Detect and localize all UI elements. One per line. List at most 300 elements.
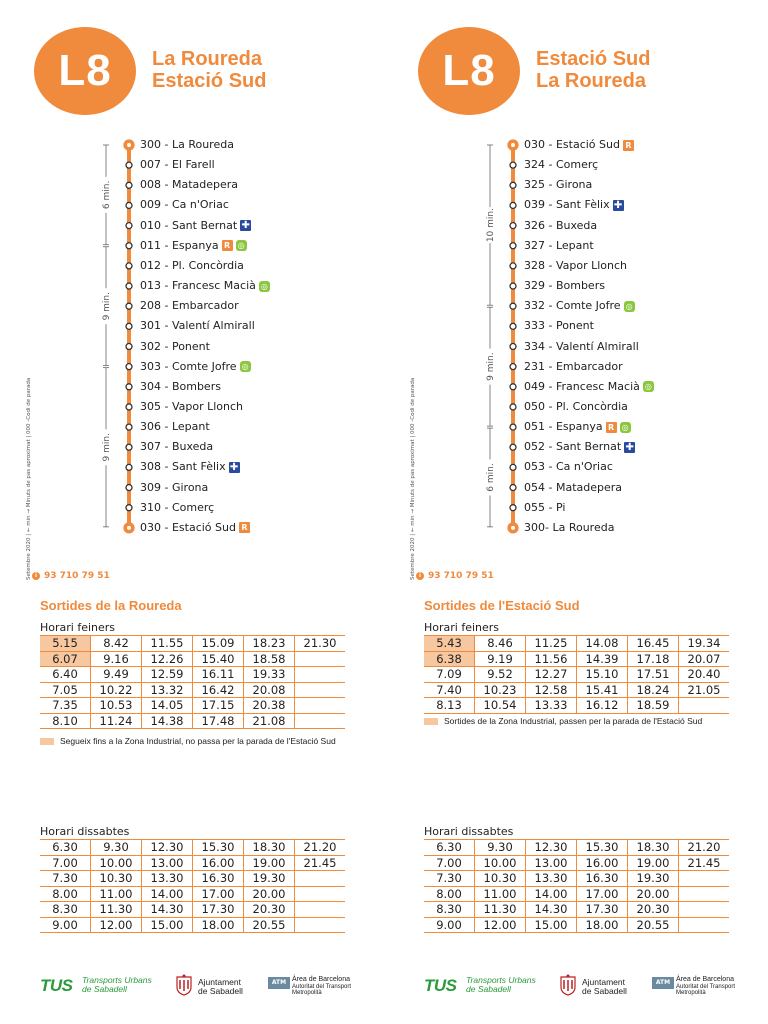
stop-name: 030 - Estació Sud [140, 520, 236, 534]
stop-name: 308 - Sant Fèlix [140, 460, 226, 474]
time-cell: 13.33 [526, 698, 577, 714]
fgc-icon: ◎ [643, 381, 654, 392]
stop-label [140, 360, 251, 374]
time-cell: 14.08 [577, 636, 628, 652]
stop-label [140, 460, 240, 474]
stop-label [524, 178, 592, 192]
time-cell: 5.15 [40, 636, 91, 652]
time-cell: 14.39 [577, 651, 628, 667]
time-cell: 12.30 [142, 840, 193, 856]
table-row [424, 651, 729, 667]
time-cell [679, 871, 730, 887]
time-cell: 8.00 [424, 886, 475, 902]
stop-name: 008 - Matadepera [140, 178, 239, 192]
stop-name: 300 - La Roureda [140, 138, 234, 151]
weekday-timetable [424, 635, 729, 714]
stop-label [524, 360, 623, 374]
stop-dot [126, 303, 132, 309]
saturday-label: Horari dissabtes [40, 825, 130, 838]
time-cell: 17.48 [193, 713, 244, 729]
stop-dot [510, 223, 516, 229]
time-cell: 18.00 [193, 917, 244, 933]
stop-dot [510, 202, 516, 208]
stop-dot [510, 364, 516, 370]
time-cell: 17.00 [577, 886, 628, 902]
time-cell: 10.30 [91, 871, 142, 887]
hosp-icon: ✚ [229, 461, 239, 473]
route-diagram [0, 0, 384, 560]
time-cell [295, 886, 346, 902]
stop-name: 231 - Embarcador [524, 359, 623, 373]
time-cell: 20.07 [679, 651, 730, 667]
route-title-to: Estació Sud [152, 70, 267, 92]
legend-text: Sortides de la Zona Industrial, passen per la parada de l'Estació Sud [444, 716, 703, 726]
stop-dot [510, 464, 516, 470]
fgc-icon: ◎ [620, 422, 631, 433]
time-cell: 19.34 [679, 636, 730, 652]
time-cell: 16.11 [193, 667, 244, 683]
time-cell: 16.12 [577, 698, 628, 714]
stop-label [524, 259, 627, 273]
time-cell: 8.46 [475, 636, 526, 652]
tus-logo-text: Transports Urbans de Sabadell [466, 975, 536, 994]
time-cell: 9.16 [91, 651, 142, 667]
hosp-icon: ✚ [625, 441, 634, 453]
time-cell: 11.56 [526, 651, 577, 667]
time-cell: 11.55 [142, 636, 193, 652]
time-cell: 20.30 [244, 902, 295, 918]
time-cell: 6.07 [40, 651, 91, 667]
stop-label [140, 259, 244, 273]
stop-name: 334 - Valentí Almirall [524, 339, 639, 353]
time-cell: 18.23 [244, 636, 295, 652]
stop-dot [510, 243, 516, 249]
time-cell [679, 917, 730, 933]
info-icon: i [416, 572, 424, 580]
time-cell: 7.35 [40, 698, 91, 714]
time-cell: 9.19 [475, 651, 526, 667]
time-cell: 11.00 [91, 886, 142, 902]
info-icon: i [32, 572, 40, 580]
fgc-icon: ◎ [624, 301, 635, 312]
time-cell: 15.30 [193, 840, 244, 856]
table-row [40, 886, 345, 902]
time-cell: 21.30 [295, 636, 346, 652]
terminal-dot-center [127, 526, 131, 530]
sabadell-crest-icon [559, 974, 577, 996]
time-cell: 14.05 [142, 698, 193, 714]
stop-dot [510, 485, 516, 491]
stop-label [524, 420, 631, 434]
stop-name: 055 - Pi [524, 500, 566, 514]
time-cell: 18.30 [244, 840, 295, 856]
stop-dot [510, 303, 516, 309]
time-cell: 14.38 [142, 713, 193, 729]
ajuntament-text: Ajuntament de Sabadell [198, 977, 243, 996]
fgc-icon: ◎ [240, 361, 251, 372]
renfe-icon: R [606, 422, 617, 433]
time-cell: 6.38 [424, 651, 475, 667]
stop-label [140, 400, 243, 414]
phone-info [416, 571, 494, 581]
table-row [424, 855, 729, 871]
time-cell: 12.27 [526, 667, 577, 683]
time-cell: 7.30 [424, 871, 475, 887]
time-cell [295, 682, 346, 698]
terminal-dot-center [511, 143, 515, 147]
stop-dot [126, 505, 132, 511]
table-row [40, 871, 345, 887]
stop-name: 053 - Ca n'Oriac [524, 460, 613, 474]
stop-name: 300- La Roureda [524, 520, 615, 534]
stop-label [524, 158, 598, 172]
stop-name: 009 - Ca n'Oriac [140, 198, 229, 212]
time-cell: 18.58 [244, 651, 295, 667]
stop-label [524, 319, 594, 333]
time-cell: 14.30 [526, 902, 577, 918]
stop-label [524, 440, 635, 454]
time-cell: 16.30 [577, 871, 628, 887]
stop-name: 011 - Espanya [140, 238, 219, 252]
atm-logo: ATM [652, 977, 674, 989]
stop-name: 302 - Ponent [140, 339, 210, 353]
table-row [424, 682, 729, 698]
time-cell: 7.00 [40, 855, 91, 871]
time-cell: 15.10 [577, 667, 628, 683]
table-row [40, 667, 345, 683]
time-cell: 17.30 [577, 902, 628, 918]
stop-name: 304 - Bombers [140, 379, 221, 393]
atm-text: Àrea de Barcelona Autoritat del Transport Metropolità [292, 976, 352, 996]
time-cell: 8.10 [40, 713, 91, 729]
table-row [40, 636, 345, 652]
table-row [424, 667, 729, 683]
time-cell: 10.22 [91, 682, 142, 698]
time-cell: 11.24 [91, 713, 142, 729]
time-cell: 13.32 [142, 682, 193, 698]
stop-label [140, 380, 221, 394]
time-cell: 16.00 [193, 855, 244, 871]
saturday-timetable [424, 839, 729, 933]
stop-label [524, 521, 614, 535]
stop-dot [126, 323, 132, 329]
time-cell [295, 871, 346, 887]
stop-label [140, 178, 238, 192]
stop-name: 007 - El Farell [140, 158, 215, 172]
stop-name: 013 - Francesc Macià [140, 279, 256, 293]
time-cell: 6.30 [424, 840, 475, 856]
stop-dot [126, 404, 132, 410]
stop-label [524, 460, 613, 474]
legend-swatch [40, 738, 54, 745]
section-title: Sortides de l'Estació Sud [424, 598, 580, 613]
time-cell [295, 713, 346, 729]
stop-label [524, 198, 624, 212]
time-cell: 15.00 [526, 917, 577, 933]
time-bracket [484, 428, 496, 527]
stop-dot [126, 384, 132, 390]
tus-logo-text: Transports Urbans de Sabadell [82, 975, 152, 994]
stop-label [140, 340, 210, 354]
time-cell: 6.30 [40, 840, 91, 856]
stop-label [140, 158, 215, 172]
time-cell: 15.30 [577, 840, 628, 856]
stop-name: 030 - Estació Sud [524, 138, 620, 151]
stop-dot [126, 344, 132, 350]
time-cell: 16.30 [193, 871, 244, 887]
stop-dot [510, 424, 516, 430]
time-cell: 10.53 [91, 698, 142, 714]
time-cell: 15.00 [142, 917, 193, 933]
table-row [424, 636, 729, 652]
time-cell: 12.00 [475, 917, 526, 933]
time-cell: 20.40 [679, 667, 730, 683]
time-bracket-label: 9 min. [486, 352, 496, 381]
phone-number: 93 710 79 51 [428, 571, 494, 581]
time-cell: 19.30 [244, 871, 295, 887]
phone-number: 93 710 79 51 [44, 571, 110, 581]
time-cell: 7.40 [424, 682, 475, 698]
stop-label [140, 198, 229, 212]
time-cell: 21.20 [679, 840, 730, 856]
line-badge: L8 [418, 27, 520, 115]
stop-dot [510, 344, 516, 350]
route-title-to: La Roureda [536, 70, 647, 92]
stop-dot [126, 464, 132, 470]
time-cell: 8.30 [40, 902, 91, 918]
stop-dot [126, 283, 132, 289]
stop-label [524, 219, 597, 233]
table-row [40, 840, 345, 856]
time-cell [679, 698, 730, 714]
time-cell: 14.00 [142, 886, 193, 902]
saturday-timetable [40, 839, 345, 933]
stop-name: 328 - Vapor Llonch [524, 258, 628, 272]
stop-name: 307 - Buxeda [140, 440, 214, 454]
time-cell: 10.00 [475, 855, 526, 871]
time-cell: 18.24 [628, 682, 679, 698]
renfe-icon: R [623, 140, 634, 151]
stop-name: 051 - Espanya [524, 420, 603, 434]
time-cell: 12.30 [526, 840, 577, 856]
footer-logos [424, 974, 744, 1000]
time-cell: 11.30 [475, 902, 526, 918]
stop-name: 332 - Comte Jofre [524, 299, 621, 313]
time-cell: 8.00 [40, 886, 91, 902]
stop-label [140, 440, 213, 454]
stop-label [140, 420, 210, 434]
time-cell: 12.58 [526, 682, 577, 698]
table-row [40, 698, 345, 714]
stop-name: 050 - Pl. Concòrdia [524, 399, 628, 413]
stop-label [524, 481, 622, 495]
stop-label [140, 279, 270, 293]
time-cell: 15.40 [193, 651, 244, 667]
ajuntament-text: Ajuntament de Sabadell [582, 977, 627, 996]
time-cell: 14.00 [526, 886, 577, 902]
time-cell: 18.59 [628, 698, 679, 714]
table-row [40, 902, 345, 918]
time-cell: 10.30 [475, 871, 526, 887]
time-cell: 20.55 [244, 917, 295, 933]
atm-text: Àrea de Barcelona Autoritat del Transport Metropolità [676, 976, 736, 996]
footer-logos [40, 974, 360, 1000]
time-cell: 19.00 [244, 855, 295, 871]
time-cell: 9.30 [91, 840, 142, 856]
stop-dot [126, 162, 132, 168]
stop-dot [126, 444, 132, 450]
sabadell-crest-icon [175, 974, 193, 996]
stop-label [140, 239, 247, 253]
weekday-label: Horari feiners [40, 621, 116, 634]
table-row [424, 902, 729, 918]
time-cell: 12.59 [142, 667, 193, 683]
stop-name: 039 - Sant Fèlix [524, 198, 610, 212]
time-cell: 7.05 [40, 682, 91, 698]
time-cell: 19.30 [628, 871, 679, 887]
time-cell: 15.41 [577, 682, 628, 698]
stop-label [140, 299, 239, 313]
legend [40, 736, 336, 746]
legend-swatch [424, 718, 438, 725]
stop-name: 012 - Pl. Concòrdia [140, 258, 244, 272]
time-cell: 19.33 [244, 667, 295, 683]
stop-label [524, 299, 635, 313]
time-cell: 10.23 [475, 682, 526, 698]
weekday-label: Horari feiners [424, 621, 500, 634]
time-cell: 16.45 [628, 636, 679, 652]
time-cell: 13.30 [142, 871, 193, 887]
table-row [424, 840, 729, 856]
terminal-dot-center [511, 526, 515, 530]
time-bracket-label: 6 min. [486, 463, 496, 492]
time-cell: 20.30 [628, 902, 679, 918]
stop-label [140, 138, 234, 152]
stop-name: 305 - Vapor Llonch [140, 399, 244, 413]
stop-dot [510, 384, 516, 390]
time-cell: 9.00 [424, 917, 475, 933]
time-cell: 20.55 [628, 917, 679, 933]
hosp-icon: ✚ [613, 199, 623, 211]
time-cell: 18.30 [628, 840, 679, 856]
stop-label [140, 319, 255, 333]
stop-label [524, 400, 628, 414]
stop-name: 301 - Valentí Almirall [140, 319, 255, 333]
route-diagram [384, 0, 768, 560]
renfe-icon: R [222, 240, 233, 251]
fgc-icon: ◎ [236, 240, 247, 251]
time-cell: 13.30 [526, 871, 577, 887]
time-cell: 21.05 [679, 682, 730, 698]
stop-name: 329 - Bombers [524, 279, 605, 293]
stop-dot [510, 323, 516, 329]
time-cell: 21.45 [295, 855, 346, 871]
time-bracket [100, 247, 112, 366]
stop-name: 208 - Embarcador [140, 299, 239, 313]
time-cell: 7.09 [424, 667, 475, 683]
time-cell: 6.40 [40, 667, 91, 683]
time-cell: 9.00 [40, 917, 91, 933]
stop-dot [510, 505, 516, 511]
time-cell: 9.49 [91, 667, 142, 683]
atm-logo: ATM [268, 977, 290, 989]
tus-logo: TUS [424, 976, 457, 995]
panel-return [384, 0, 768, 1024]
stop-dot [126, 485, 132, 491]
legend-text: Segueix fins a la Zona Industrial, no passa per la parada de l'Estació Sud [60, 736, 336, 746]
fgc-icon: ◎ [259, 281, 270, 292]
time-cell: 11.00 [475, 886, 526, 902]
stop-name: 306 - Lepant [140, 420, 210, 434]
weekday-timetable [40, 635, 345, 729]
time-cell: 9.30 [475, 840, 526, 856]
time-cell: 13.00 [142, 855, 193, 871]
time-bracket [484, 307, 496, 426]
legend [424, 716, 702, 726]
time-cell: 12.26 [142, 651, 193, 667]
time-cell [295, 651, 346, 667]
time-cell: 5.43 [424, 636, 475, 652]
time-bracket [100, 145, 112, 245]
table-row [424, 917, 729, 933]
time-cell: 21.45 [679, 855, 730, 871]
table-row [424, 871, 729, 887]
stop-label [524, 138, 634, 152]
stop-name: 052 - Sant Bernat [524, 440, 622, 454]
stop-dot [510, 444, 516, 450]
time-cell: 17.51 [628, 667, 679, 683]
time-bracket [100, 368, 112, 527]
side-note: Setembre 2020 | ← min → Minuts de pas aproximat | 000 -Codi de parada [26, 377, 32, 580]
time-cell [295, 698, 346, 714]
time-cell: 8.13 [424, 698, 475, 714]
table-row [40, 917, 345, 933]
stop-label [524, 279, 605, 293]
time-cell: 17.15 [193, 698, 244, 714]
time-cell: 11.25 [526, 636, 577, 652]
time-cell [679, 886, 730, 902]
route-title-from: La Roureda [152, 48, 263, 70]
time-cell: 17.30 [193, 902, 244, 918]
table-row [40, 855, 345, 871]
table-row [40, 651, 345, 667]
tus-logo: TUS [40, 976, 73, 995]
time-cell [295, 667, 346, 683]
time-bracket [484, 145, 496, 305]
renfe-icon: R [239, 522, 250, 533]
stop-label [524, 380, 654, 394]
time-cell: 16.00 [577, 855, 628, 871]
stop-label [524, 340, 639, 354]
stop-name: 326 - Buxeda [524, 218, 598, 232]
time-cell: 20.38 [244, 698, 295, 714]
stop-label [140, 219, 251, 233]
stop-dot [126, 364, 132, 370]
stop-name: 054 - Matadepera [524, 480, 623, 494]
time-cell: 17.00 [193, 886, 244, 902]
time-bracket-label: 10 min. [486, 208, 496, 243]
time-bracket-label: 6 min. [102, 180, 112, 210]
table-row [424, 698, 729, 714]
time-cell: 11.30 [91, 902, 142, 918]
saturday-label: Horari dissabtes [424, 825, 514, 838]
time-cell: 8.42 [91, 636, 142, 652]
stop-dot [510, 182, 516, 188]
time-cell: 10.00 [91, 855, 142, 871]
table-row [40, 682, 345, 698]
side-note: Setembre 2020 | ← min → Minuts de pas aproximat | 000 -Codi de parada [410, 377, 416, 580]
time-cell: 7.00 [424, 855, 475, 871]
